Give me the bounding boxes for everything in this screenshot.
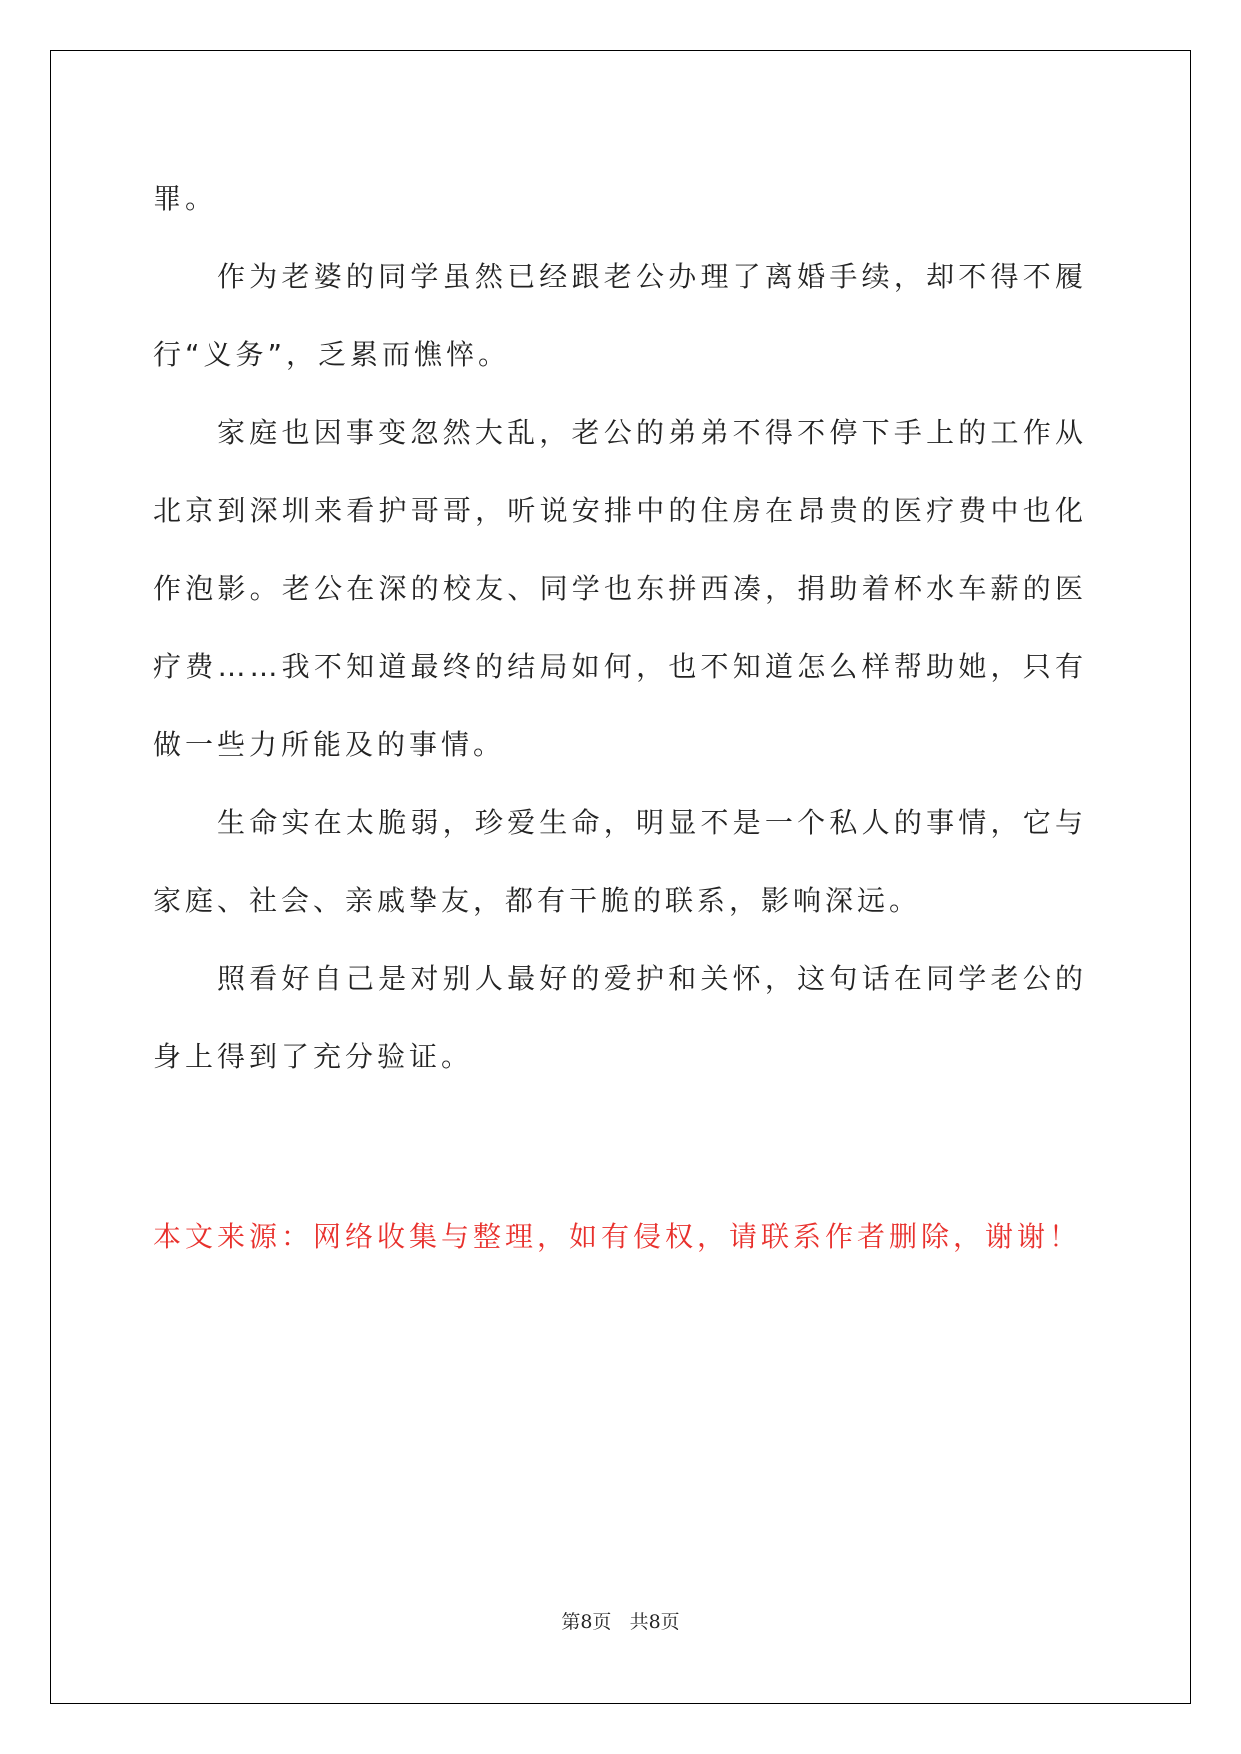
paragraph-3: 家庭也因事变忽然大乱，老公的弟弟不得不停下手上的工作从北京到深圳来看护哥哥，听说安排中的住房在昂贵的医疗费中也化作泡影。老公在深的校友、同学也东拼西凑，捐助着杯水车薪的医疗费……我不知道最终的结局如何，也不知道怎么样帮助她，只有做一些力所能及的事情。	[153, 416, 1087, 761]
source-note: 本文来源：网络收集与整理，如有侵权，请联系作者删除，谢谢！	[153, 1220, 1082, 1253]
page-number-total: 共8页	[629, 1611, 680, 1633]
page-footer	[0, 1610, 1241, 1634]
paragraph-1: 罪。	[153, 182, 218, 215]
paragraph-2: 作为老婆的同学虽然已经跟老公办理了离婚手续，却不得不履行“义务”，乏累而憔悴。	[153, 260, 1087, 371]
page-number-current: 第8页	[561, 1611, 612, 1633]
document-body	[153, 160, 1087, 1096]
paragraph-5: 照看好自己是对别人最好的爱护和关怀，这句话在同学老公的身上得到了充分验证。	[153, 962, 1087, 1073]
paragraph-4: 生命实在太脆弱，珍爱生命，明显不是一个私人的事情，它与家庭、社会、亲戚挚友，都有干脆的联系，影响深远。	[153, 806, 1087, 917]
